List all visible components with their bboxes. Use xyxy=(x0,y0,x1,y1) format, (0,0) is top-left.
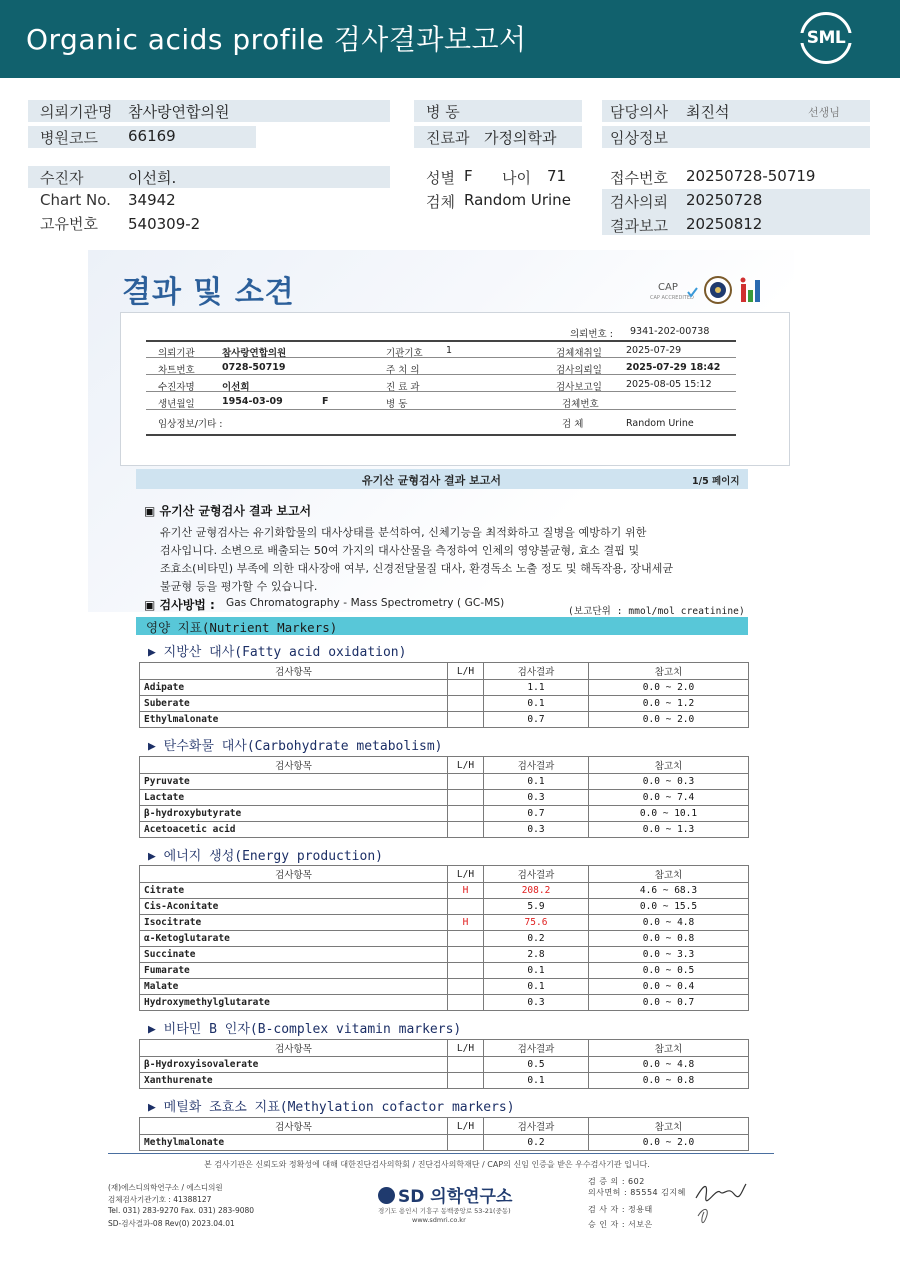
uid-value: 540309-2 xyxy=(128,215,201,233)
result-value: 0.1 xyxy=(484,979,589,995)
chart-no-value: 0728-50719 xyxy=(222,362,286,373)
footer-divider xyxy=(108,1153,774,1154)
spec-no-label: 검체번호 xyxy=(562,399,599,410)
result-value: 0.1 xyxy=(484,963,589,979)
table-row xyxy=(140,899,749,915)
dob-value: 1954-03-09 xyxy=(222,396,283,407)
group-title: ▶ 비타민 B 인자(B-complex vitamin markers) xyxy=(148,1022,462,1037)
desc-line: 조효소(비타민) 부족에 의한 대사장애 여부, 신경전달물질 대사, 환경독소 노출 정도 및 해독작용, 장내세균 xyxy=(160,562,674,575)
result-value: 0.1 xyxy=(484,1073,589,1089)
reference-range: 0.0 ~ 10.1 xyxy=(589,806,749,822)
doc-label: 주 치 의 xyxy=(386,365,420,376)
lh-flag xyxy=(448,1073,484,1089)
reference-range: 0.0 ~ 0.7 xyxy=(589,995,749,1011)
code-value: 1 xyxy=(446,345,453,356)
item-name: Malate xyxy=(140,979,448,995)
result-value: 0.7 xyxy=(484,712,589,728)
desc-line: 유기산 균형검사는 유기화합물의 대사상태를 분석하여, 신체기능을 최적화하고 질병을 예방하기 위한 xyxy=(160,526,647,539)
reference-range: 0.0 ~ 0.5 xyxy=(589,963,749,979)
item-name: β-Hydroxyisovalerate xyxy=(140,1057,448,1073)
item-name: Fumarate xyxy=(140,963,448,979)
method-label: ▣ 검사방법 : xyxy=(144,598,215,612)
request-value: 20250728 xyxy=(686,191,763,209)
method-value: Gas Chromatography - Mass Spectrometry ( GC-MS) xyxy=(226,597,505,609)
inst-value: 참사랑연합의원 xyxy=(222,348,287,359)
lh-flag xyxy=(448,995,484,1011)
desc-line: 검사입니다. 소변으로 배출되는 50여 가지의 대사산물을 측정하여 인체의 영양불균형, 효소 결핍 및 xyxy=(160,544,640,557)
footer-web: www.sdmri.co.kr xyxy=(412,1216,466,1224)
sex-value: F xyxy=(464,167,473,185)
chart-value: 34942 xyxy=(128,191,176,209)
req-value: 2025-07-29 18:42 xyxy=(626,362,721,373)
table-row xyxy=(140,883,749,899)
table-row xyxy=(140,822,749,838)
item-name: Lactate xyxy=(140,790,448,806)
table-row xyxy=(140,1057,749,1073)
clin-label: 임상정보/기타 : xyxy=(158,419,223,430)
request-label: 검사의뢰 xyxy=(610,193,668,211)
lh-flag xyxy=(448,963,484,979)
table-row xyxy=(140,806,749,822)
item-name: Suberate xyxy=(140,696,448,712)
item-name: Succinate xyxy=(140,947,448,963)
svg-text:CAP ACCREDITED: CAP ACCREDITED xyxy=(650,295,694,301)
category-bar xyxy=(136,617,748,635)
reference-range: 0.0 ~ 0.4 xyxy=(589,979,749,995)
svg-text:CAP: CAP xyxy=(658,282,678,293)
col-item: 검사항목 xyxy=(140,1118,448,1135)
result-value: 0.1 xyxy=(484,774,589,790)
banner-page: 1/5 페이지 xyxy=(692,476,740,487)
hospital-code-label: 병원코드 xyxy=(40,129,98,147)
table-row xyxy=(140,790,749,806)
result-value: 0.2 xyxy=(484,1135,589,1151)
hospital-code-value: 66169 xyxy=(128,127,176,145)
report-title: 결과 및 소견 xyxy=(122,275,295,310)
report-banner xyxy=(136,469,748,489)
lh-flag xyxy=(448,774,484,790)
reference-range: 0.0 ~ 2.0 xyxy=(589,712,749,728)
doctor-suffix: 선생님 xyxy=(808,106,840,119)
chart-no-label: 차트번호 xyxy=(158,365,195,376)
col-lh: L/H xyxy=(448,757,484,774)
col-ref: 참고치 xyxy=(589,663,749,680)
desc-line: 불균형 등을 평가할 수 있습니다. xyxy=(160,580,318,593)
cap-badge-icon xyxy=(650,280,700,302)
section-heading: ▣ 유기산 균형검사 결과 보고서 xyxy=(144,504,312,518)
item-name: Ethylmalonate xyxy=(140,712,448,728)
banner-title: 유기산 균형검사 결과 보고서 xyxy=(362,474,501,487)
reference-range: 0.0 ~ 2.0 xyxy=(589,1135,749,1151)
footer-code: 검체검사기관기호 : 41388127 xyxy=(108,1195,212,1204)
signature-icon xyxy=(690,1176,750,1226)
col-result: 검사결과 xyxy=(484,757,589,774)
result-table xyxy=(139,865,749,1011)
col-item: 검사항목 xyxy=(140,1040,448,1057)
doctor-label: 담당의사 xyxy=(610,103,668,121)
col-ref: 참고치 xyxy=(589,1118,749,1135)
patient-label: 수진자 xyxy=(40,169,84,187)
result-value: 5.9 xyxy=(484,899,589,915)
footer-note: 본 검사기관은 신뢰도와 정확성에 대해 대한진단검사의학회 / 진단검사의학재단 / CAP의 신임 인증을 받은 우수검사기관 입니다. xyxy=(204,1160,650,1169)
reference-range: 0.0 ~ 4.8 xyxy=(589,1057,749,1073)
lh-flag xyxy=(448,806,484,822)
item-name: Citrate xyxy=(140,883,448,899)
result-table xyxy=(139,662,749,728)
unit-note: (보고단위 : mmol/mol creatinine) xyxy=(568,606,745,617)
col-result: 검사결과 xyxy=(484,1118,589,1135)
request-no-value: 9341-202-00738 xyxy=(630,326,710,337)
item-name: Hydroxymethylglutarate xyxy=(140,995,448,1011)
reference-range: 0.0 ~ 7.4 xyxy=(589,790,749,806)
footer-tel: Tel. 031) 283-9270 Fax. 031) 283-9080 xyxy=(108,1206,255,1215)
item-name: Cis-Aconitate xyxy=(140,899,448,915)
result-value: 0.2 xyxy=(484,931,589,947)
col-lh: L/H xyxy=(448,1118,484,1135)
ward-label: 병 동 xyxy=(426,103,460,121)
item-name: α-Ketoglutarate xyxy=(140,931,448,947)
reference-range: 0.0 ~ 15.5 xyxy=(589,899,749,915)
receipt-value: 20250728-50719 xyxy=(686,167,816,185)
table-row xyxy=(140,947,749,963)
lh-flag xyxy=(448,899,484,915)
code-label: 기관기호 xyxy=(386,348,423,359)
item-name: Xanthurenate xyxy=(140,1073,448,1089)
header-bar xyxy=(0,0,900,78)
doctor-value: 최진석 xyxy=(686,103,730,121)
reference-range: 0.0 ~ 1.3 xyxy=(589,822,749,838)
spec-value: Random Urine xyxy=(626,418,694,429)
reference-range: 0.0 ~ 2.0 xyxy=(589,680,749,696)
item-name: Isocitrate xyxy=(140,915,448,931)
dept-value: 가정의학과 xyxy=(484,129,557,147)
table-row xyxy=(140,680,749,696)
reference-range: 0.0 ~ 0.3 xyxy=(589,774,749,790)
result-table xyxy=(139,1117,749,1151)
inst-label: 의뢰기관 xyxy=(158,348,195,359)
lh-flag xyxy=(448,1057,484,1073)
col-ref: 참고치 xyxy=(589,1040,749,1057)
collect-label: 검체채취일 xyxy=(556,348,602,359)
collect-value: 2025-07-29 xyxy=(626,345,682,356)
institution-value: 참사랑연합의원 xyxy=(128,103,230,121)
dept-label: 진료과 xyxy=(426,129,470,147)
name-value: 이선희 xyxy=(222,382,250,393)
sml-logo: SML xyxy=(800,12,852,64)
col-item: 검사항목 xyxy=(140,663,448,680)
specimen-label: 검체 xyxy=(426,193,455,211)
table-row xyxy=(140,979,749,995)
sd-logo-icon xyxy=(378,1187,395,1204)
chart-label: Chart No. xyxy=(40,191,111,209)
result-value: 0.1 xyxy=(484,696,589,712)
table-row xyxy=(140,712,749,728)
table-row xyxy=(140,963,749,979)
col-item: 검사항목 xyxy=(140,757,448,774)
col-lh: L/H xyxy=(448,866,484,883)
reference-range: 0.0 ~ 1.2 xyxy=(589,696,749,712)
sign-line: 승 인 자 : 서보은 xyxy=(588,1220,653,1229)
lh-flag xyxy=(448,931,484,947)
col-result: 검사결과 xyxy=(484,866,589,883)
reference-range: 0.0 ~ 0.8 xyxy=(589,1073,749,1089)
table-row xyxy=(140,696,749,712)
result-value: 1.1 xyxy=(484,680,589,696)
col-item: 검사항목 xyxy=(140,866,448,883)
institution-label: 의뢰기관명 xyxy=(40,103,113,121)
table-row xyxy=(140,774,749,790)
lh-flag xyxy=(448,979,484,995)
specimen-value: Random Urine xyxy=(464,191,571,209)
cap-logo xyxy=(650,280,700,305)
reference-range: 0.0 ~ 4.8 xyxy=(589,915,749,931)
result-value: 0.5 xyxy=(484,1057,589,1073)
lh-flag: H xyxy=(448,915,484,931)
lh-flag: H xyxy=(448,883,484,899)
lh-flag xyxy=(448,790,484,806)
item-name: Adipate xyxy=(140,680,448,696)
footer-rev: SD-검사결과-08 Rev(0) 2023.04.01 xyxy=(108,1219,235,1228)
result-label: 결과보고 xyxy=(610,217,668,235)
result-value: 208.2 xyxy=(484,883,589,899)
age-value: 71 xyxy=(547,167,567,185)
lh-flag xyxy=(448,947,484,963)
footer-address: 경기도 용인시 기흥구 동백중앙로 53-21(중동) xyxy=(378,1207,511,1215)
sign-line: 의사면허 : 85554 김지혜 xyxy=(588,1188,686,1197)
group-title: ▶ 메틸화 조효소 지표(Methylation cofactor markers) xyxy=(148,1100,515,1115)
result-table xyxy=(139,1039,749,1089)
lh-flag xyxy=(448,1135,484,1151)
col-ref: 참고치 xyxy=(589,757,749,774)
result-table xyxy=(139,756,749,838)
name-label: 수진자명 xyxy=(158,382,195,393)
sign-line: 검 증 의 : 602 xyxy=(588,1177,645,1186)
reference-range: 4.6 ~ 68.3 xyxy=(589,883,749,899)
dob-label: 생년월일 xyxy=(158,399,195,410)
group-title: ▶ 지방산 대사(Fatty acid oxidation) xyxy=(148,645,407,660)
clinical-label: 임상정보 xyxy=(610,129,668,147)
uid-label: 고유번호 xyxy=(40,215,98,233)
category-title: 영양 지표(Nutrient Markers) xyxy=(146,620,338,635)
dept2-label: 진 료 과 xyxy=(386,382,420,393)
page-title: Organic acids profile 검사결과보고서 xyxy=(26,23,527,56)
receipt-label: 접수번호 xyxy=(610,169,668,187)
spec-label: 검 체 xyxy=(562,419,584,430)
result-value: 0.7 xyxy=(484,806,589,822)
result-value: 2.8 xyxy=(484,947,589,963)
item-name: Acetoacetic acid xyxy=(140,822,448,838)
lh-flag xyxy=(448,680,484,696)
result-value: 0.3 xyxy=(484,790,589,806)
table-row xyxy=(140,995,749,1011)
col-result: 검사결과 xyxy=(484,663,589,680)
col-lh: L/H xyxy=(448,663,484,680)
item-name: Methylmalonate xyxy=(140,1135,448,1151)
sign-line: 검 사 자 : 정용태 xyxy=(588,1205,653,1214)
age-label: 나이 xyxy=(502,169,531,187)
item-name: Pyruvate xyxy=(140,774,448,790)
lh-flag xyxy=(448,712,484,728)
group-title: ▶ 에너지 생성(Energy production) xyxy=(148,849,383,864)
patient-value: 이선희. xyxy=(128,169,177,187)
request-no-label: 의뢰번호 : xyxy=(570,329,613,340)
ward2-label: 병 동 xyxy=(386,399,408,410)
table-row xyxy=(140,1073,749,1089)
table-row xyxy=(140,915,749,931)
rep-value: 2025-08-05 15:12 xyxy=(626,379,712,390)
sex-label: 성별 xyxy=(426,169,455,187)
result-value: 20250812 xyxy=(686,215,763,233)
lab-logo-icon xyxy=(738,276,764,304)
result-value: 75.6 xyxy=(484,915,589,931)
col-result: 검사결과 xyxy=(484,1040,589,1057)
reference-range: 0.0 ~ 0.8 xyxy=(589,931,749,947)
result-value: 0.3 xyxy=(484,822,589,838)
rep-label: 검사보고일 xyxy=(556,382,602,393)
sex2-value: F xyxy=(322,396,329,407)
lh-flag xyxy=(448,822,484,838)
result-value: 0.3 xyxy=(484,995,589,1011)
col-ref: 참고치 xyxy=(589,866,749,883)
group-title: ▶ 탄수화물 대사(Carbohydrate metabolism) xyxy=(148,739,443,754)
col-lh: L/H xyxy=(448,1040,484,1057)
sd-logo: SD 의학연구소 xyxy=(378,1182,512,1207)
table-row xyxy=(140,1135,749,1151)
reference-range: 0.0 ~ 3.3 xyxy=(589,947,749,963)
lh-flag xyxy=(448,696,484,712)
footer-org: (재)에스디의학연구소 / 에스디의원 xyxy=(108,1183,223,1192)
item-name: β-hydroxybutyrate xyxy=(140,806,448,822)
table-row xyxy=(140,931,749,947)
req-label: 검사의뢰일 xyxy=(556,365,602,376)
seal-icon xyxy=(704,276,732,304)
